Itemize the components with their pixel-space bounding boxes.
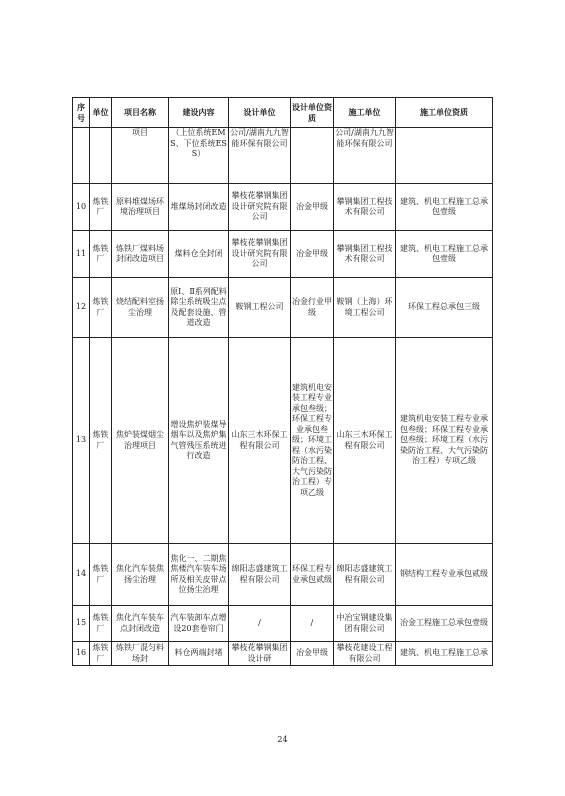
cell-content: 堆煤场封闭改造 bbox=[169, 184, 229, 231]
cell-designer-qual: 建筑机电安装工程专业承包叁级；环保工程专业承包叁级；环境工程（水污染防治工程、大气污染防治工程）专项乙级 bbox=[291, 338, 334, 544]
cell-seq: 12 bbox=[73, 278, 90, 338]
cell-builder-qual: 建筑、机电工程施工总承包壹级 bbox=[396, 231, 493, 278]
header-designer-qual: 设计单位资质 bbox=[291, 98, 334, 128]
cell-project: 焦化汽车装焦扬尘治理 bbox=[112, 544, 169, 606]
cell-designer: 攀枝花攀钢集团设计研 bbox=[229, 642, 291, 666]
cell-designer: 山东三木环保工程有限公司 bbox=[229, 338, 291, 544]
cell-designer: 公司/湖南九九智能环保有限公司 bbox=[229, 128, 291, 184]
cell-seq: 10 bbox=[73, 184, 90, 231]
cell-builder: 攀钢集团工程技术有限公司 bbox=[334, 184, 396, 231]
cell-builder-qual bbox=[396, 128, 493, 184]
cell-unit: 炼铁厂 bbox=[90, 184, 112, 231]
cell-builder: 鞍钢（上海）环境工程公司 bbox=[334, 278, 396, 338]
table-row bbox=[73, 128, 493, 184]
cell-builder: 攀钢集团工程技术有限公司 bbox=[334, 231, 396, 278]
cell-designer-qual: 冶金行业甲级 bbox=[291, 278, 334, 338]
cell-project: 项目 bbox=[112, 128, 169, 184]
cell-content: 煤料仓全封闭 bbox=[169, 231, 229, 278]
cell-content: 焦化一、二期焦焦楼汽车装车场所及相关皮带点位扬尘治理 bbox=[169, 544, 229, 606]
cell-designer: 鞍钢工程公司 bbox=[229, 278, 291, 338]
cell-project: 烧结配料室扬尘治理 bbox=[112, 278, 169, 338]
cell-designer: 绵阳志盛建筑工程有限公司 bbox=[229, 544, 291, 606]
cell-builder-qual: 环保工程总承包三级 bbox=[396, 278, 493, 338]
table-row bbox=[73, 544, 493, 606]
cell-project: 炼铁厂煤料场封闭改造项目 bbox=[112, 231, 169, 278]
cell-designer-qual: 冶金甲级 bbox=[291, 184, 334, 231]
header-designer: 设计单位 bbox=[229, 98, 291, 128]
cell-unit: 炼铁厂 bbox=[90, 606, 112, 642]
cell-project: 焦炉装煤烟尘治理项目 bbox=[112, 338, 169, 544]
cell-content: 料仓两端封堵 bbox=[169, 642, 229, 666]
cell-builder: 攀枝花建设工程有限公司 bbox=[334, 642, 396, 666]
cell-builder-qual: 冶金工程施工总承包壹级 bbox=[396, 606, 493, 642]
header-project: 项目名称 bbox=[112, 98, 169, 128]
header-builder: 施工单位 bbox=[334, 98, 396, 128]
cell-builder-qual: 建筑机电安装工程专业承包叁级；环保工程专业承包叁级；环境工程（水污染防治工程、大气污染防治工程）专项乙级 bbox=[396, 338, 493, 544]
table-row bbox=[73, 338, 493, 544]
cell-designer: 攀枝花攀钢集团设计研究院有限公司 bbox=[229, 231, 291, 278]
document-table-wrapper bbox=[72, 97, 492, 666]
cell-designer-qual: / bbox=[291, 606, 334, 642]
cell-builder-qual: 建筑、机电工程施工总承 bbox=[396, 642, 493, 666]
cell-unit: 炼铁厂 bbox=[90, 544, 112, 606]
cell-builder: 绵阳志盛建筑工程有限公司 bbox=[334, 544, 396, 606]
table-header-row bbox=[73, 98, 493, 128]
cell-unit: 炼铁厂 bbox=[90, 338, 112, 544]
cell-designer-qual: 环保工程专业承包贰级 bbox=[291, 544, 334, 606]
cell-unit: 炼铁厂 bbox=[90, 642, 112, 666]
header-seq: 序号 bbox=[73, 98, 90, 128]
cell-unit: 炼铁厂 bbox=[90, 231, 112, 278]
cell-project: 焦化汽车装车点封闭改造 bbox=[112, 606, 169, 642]
cell-designer-qual bbox=[291, 128, 334, 184]
cell-content: 原Ⅰ、Ⅱ系列配料除尘系统吸尘点及配套设施、管道改造 bbox=[169, 278, 229, 338]
cell-unit: 炼铁厂 bbox=[90, 278, 112, 338]
cell-builder-qual: 建筑、机电工程施工总承包壹级 bbox=[396, 184, 493, 231]
cell-builder-qual: 钢结构工程专业承包贰级 bbox=[396, 544, 493, 606]
cell-seq bbox=[73, 128, 90, 184]
cell-designer: 攀枝花攀钢集团设计研究院有限公司 bbox=[229, 184, 291, 231]
cell-designer-qual: 冶金甲级 bbox=[291, 642, 334, 666]
cell-seq: 13 bbox=[73, 338, 90, 544]
cell-unit bbox=[90, 128, 112, 184]
cell-project: 炼铁厂混匀料场封 bbox=[112, 642, 169, 666]
cell-content: （上位系统EMS、下位系统ESS） bbox=[169, 128, 229, 184]
project-table bbox=[72, 97, 493, 666]
cell-seq: 15 bbox=[73, 606, 90, 642]
cell-builder: 山东三木环保工程有限公司 bbox=[334, 338, 396, 544]
cell-seq: 11 bbox=[73, 231, 90, 278]
cell-project: 原料堆煤场环境治理项目 bbox=[112, 184, 169, 231]
header-builder-qual: 施工单位资质 bbox=[396, 98, 493, 128]
table-row bbox=[73, 642, 493, 666]
table-row bbox=[73, 184, 493, 231]
cell-designer: / bbox=[229, 606, 291, 642]
cell-seq: 16 bbox=[73, 642, 90, 666]
cell-seq: 14 bbox=[73, 544, 90, 606]
cell-content: 增设焦炉装煤导烟车以及焦炉集气管残压系统进行改造 bbox=[169, 338, 229, 544]
table-row bbox=[73, 606, 493, 642]
header-unit: 单位 bbox=[90, 98, 112, 128]
cell-builder: 公司/湖南九九智能环保有限公司 bbox=[334, 128, 396, 184]
header-content: 建设内容 bbox=[169, 98, 229, 128]
table-row bbox=[73, 231, 493, 278]
page-number: 24 bbox=[277, 735, 288, 744]
cell-content: 汽车装卸车点增设20套卷帘门 bbox=[169, 606, 229, 642]
cell-builder: 中冶宝钢建设集团有限公司 bbox=[334, 606, 396, 642]
table-row bbox=[73, 278, 493, 338]
cell-designer-qual: 冶金甲级 bbox=[291, 231, 334, 278]
